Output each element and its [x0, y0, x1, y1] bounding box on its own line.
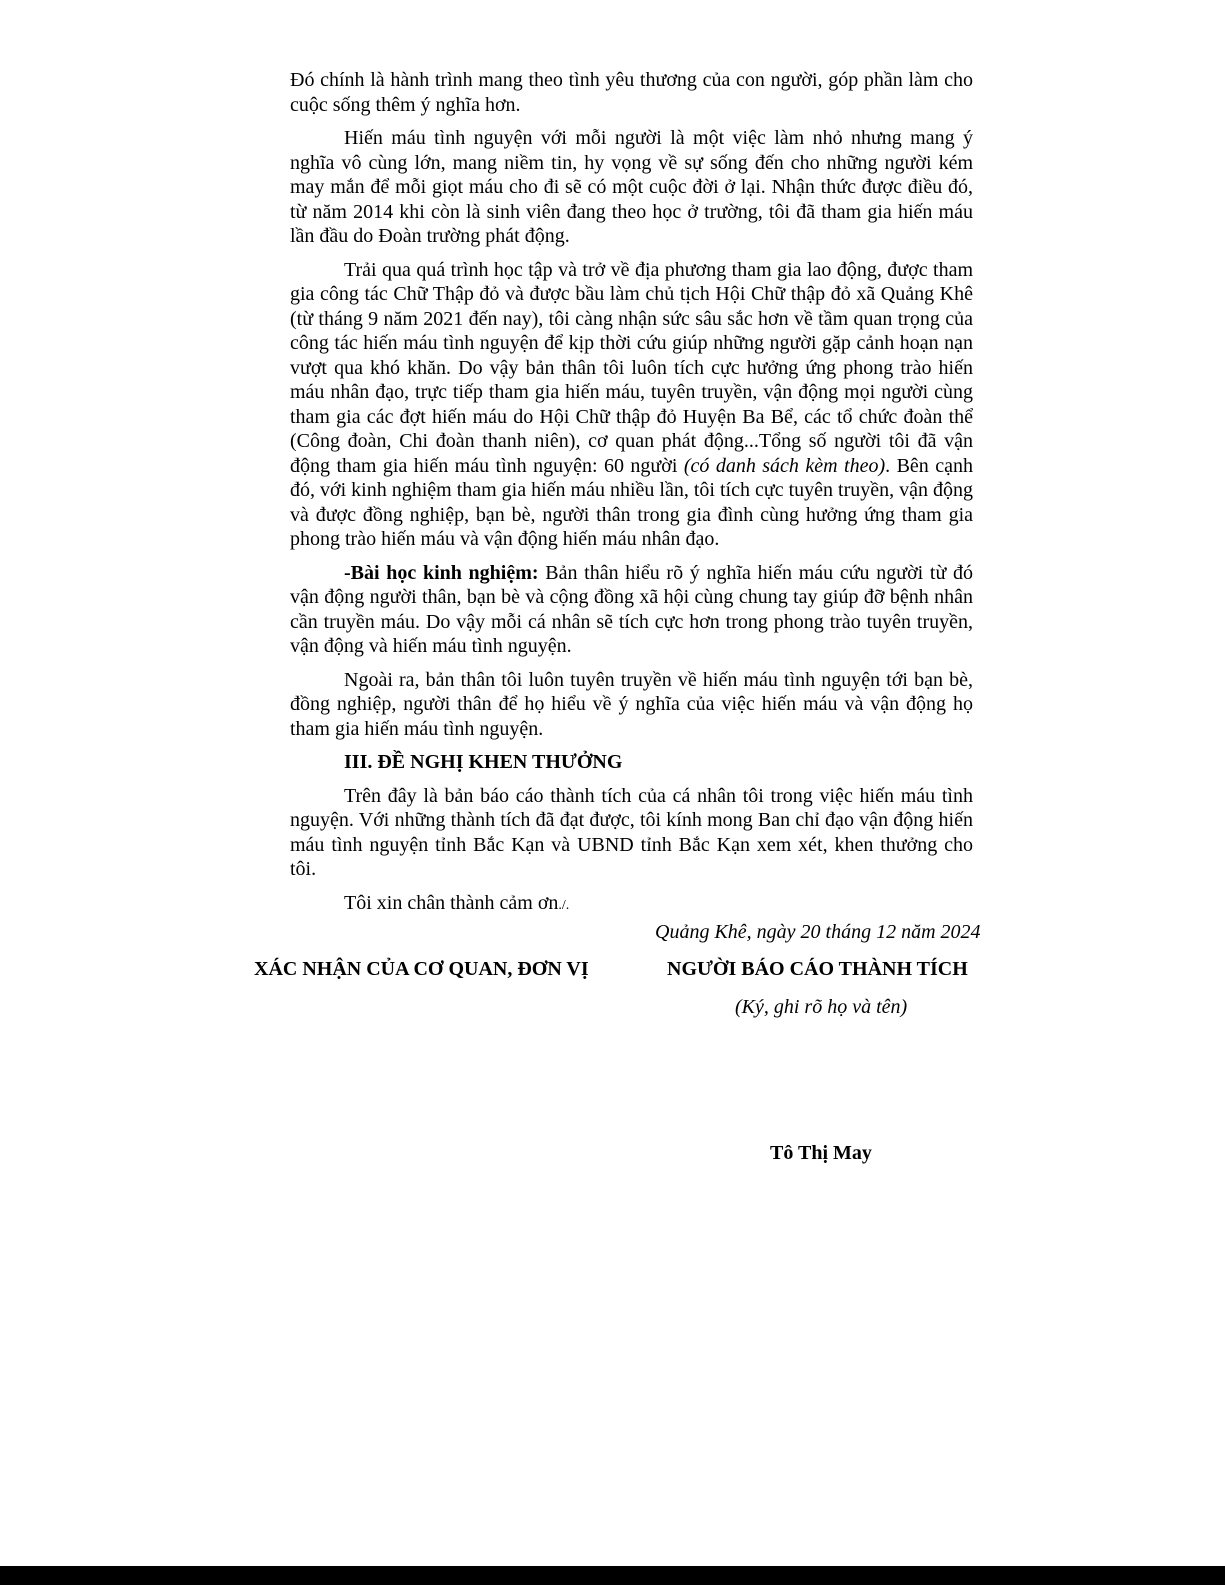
reporter-label: NGƯỜI BÁO CÁO THÀNH TÍCH: [667, 958, 968, 980]
paragraph-experience: [290, 258, 973, 552]
attached-list-note: (có danh sách kèm theo): [683, 454, 886, 477]
paragraph-blood-donation-meaning: Hiến máu tình nguyện với mỗi người là một việc làm nhỏ nhưng mang ý nghĩa vô cùng lớn, mang niềm tin, hy vọng về sự sống đến cho những người kém may mắn để mỗi giọt máu cho đi sẽ có một cuộc đời ở lại. Nhận thức được điều đó, từ năm 2014 khi còn là sinh viên đang theo học ở trường, tôi đã tham gia hiến máu lần đầu do Đoàn trường phát động.: [290, 127, 973, 247]
paragraph-additional: Ngoài ra, bản thân tôi luôn tuyên truyền về hiến máu tình nguyện tới bạn bè, đồng nghiệp, người thân để họ hiểu về ý nghĩa của việc hiến máu và vận động họ tham gia hiến máu tình nguyện.: [290, 668, 973, 740]
sign-note: (Ký, ghi rõ họ và tên): [735, 996, 908, 1018]
confirm-label: XÁC NHẬN CỦA CƠ QUAN, ĐƠN VỊ: [254, 958, 589, 980]
thanks-line: [290, 891, 973, 919]
paragraph-intro: Đó chính là hành trình mang theo tình yêu thương của con người, góp phần làm cho cuộc sống thêm ý nghĩa hơn.: [290, 69, 973, 116]
bottom-border: [0, 1566, 1225, 1585]
paragraph-experience-part2: . Bên cạnh đó, với kinh nghiệm tham gia hiến máu nhiều lần, tôi tích cực tuyên truyền, vận động và được đồng nghiệp, bạn bè, người thân trong gia đình cùng hưởng ứng tham gia phong trào hiến máu và vận động hiến máu nhân đạo.: [290, 454, 973, 550]
signer-name: Tô Thị May: [770, 1142, 872, 1164]
lessons-learned-text: Bản thân hiểu rõ ý nghĩa hiến máu cứu người từ đó vận động người thân, bạn bè và cộng đồng xã hội cùng chung tay giúp đỡ bệnh nhân cần truyền máu. Do vậy mỗi cá nhân sẽ tích cực hơn trong phong trào tuyên truyền, vận động và hiến máu tình nguyện.: [290, 561, 973, 657]
date-place: Quảng Khê, ngày 20 tháng 12 năm 2024: [655, 921, 981, 943]
document-body: [290, 68, 973, 918]
paragraph-experience-part1: Trải qua quá trình học tập và trở về địa phương tham gia lao động, được tham gia công tác Chữ Thập đỏ và được bầu làm chủ tịch Hội Chữ thập đỏ xã Quảng Khê (từ tháng 9 năm 2021 đến nay), tôi càng nhận sức sâu sắc hơn về tầm quan trọng của công tác hiến máu tình nguyện để kịp thời cứu giúp những người gặp cảnh hoạn nạn vượt qua khó khăn. Do vậy bản thân tôi luôn tích cực hưởng ứng phong trào hiến máu nhân đạo, trực tiếp tham gia hiến máu, tuyên truyền, vận động mọi người cùng tham gia các đợt hiến máu do Hội Chữ thập đỏ Huyện Ba Bể, các tổ chức đoàn thể (Công đoàn, Chi đoàn thanh niên), cơ quan phát động...Tổng số người tôi đã vận động tham gia hiến máu tình nguyện: 60 người: [290, 258, 973, 477]
paragraph-lessons-learned: [290, 561, 973, 659]
thanks-text: Tôi xin chân thành cảm ơn: [344, 891, 559, 914]
section-heading: III. ĐỀ NGHỊ KHEN THƯỞNG: [344, 751, 623, 773]
thanks-suffix: ./.: [558, 897, 570, 913]
lessons-learned-label: -Bài học kinh nghiệm:: [344, 561, 539, 584]
paragraph-proposal: Trên đây là bản báo cáo thành tích của cá nhân tôi trong việc hiến máu tình nguyện. Với những thành tích đã đạt được, tôi kính mong Ban chỉ đạo vận động hiến máu tình nguyện tỉnh Bắc Kạn và UBND tỉnh Bắc Kạn xem xét, khen thưởng cho tôi.: [290, 784, 973, 880]
